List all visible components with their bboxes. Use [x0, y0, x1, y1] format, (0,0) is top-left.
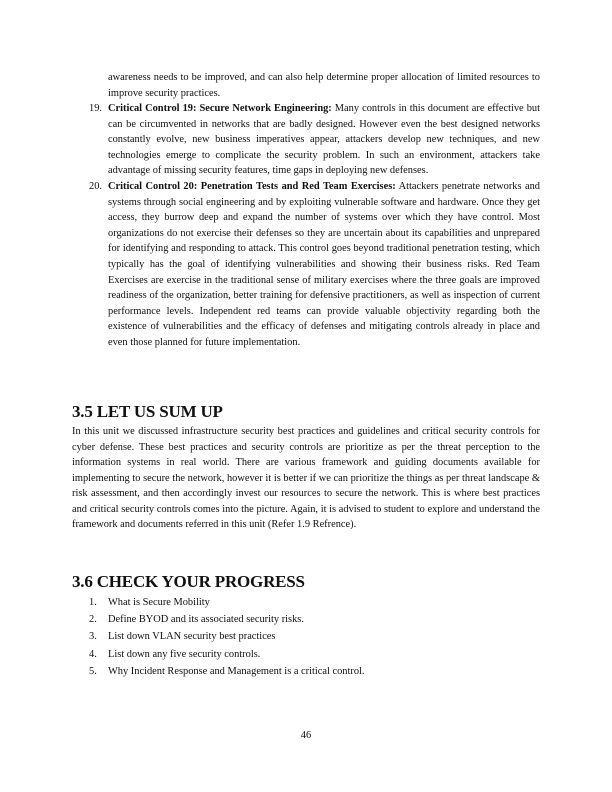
section-heading-check-progress: 3.6 CHECK YOUR PROGRESS	[72, 572, 305, 591]
list-item	[89, 101, 540, 179]
control-title: Critical Control 19: Secure Network Engineering:	[108, 103, 332, 114]
list-item	[72, 628, 540, 645]
item-number: 2.	[89, 614, 97, 626]
question-text: Define BYOD and its associated security risks.	[108, 614, 304, 626]
item-number: 3.	[89, 631, 97, 643]
control-text: Attackers penetrate networks and systems through social engineering and by exploiting vulnerable software and hardware. Once they get access, they burrow deep and expand the number of systems over which they have control. Most organizations do not exercise their defenses so they are uncertain about its capabilities and unprepared for identifying and responding to attack. This control goes beyond traditional penetration testing, which typically has the goal of identifying vulnerabilities and showing their business risks. Red Team Exercises are exercise in the traditional sense of military exercises where the three goals are improved readiness of the organization, better training for defensive practitioners, as well as inspection of current performance levels. Independent red teams can provide valuable objectivity regarding both the existence of vulnerabilities and the efficacy of defenses and mitigating controls already in place and even those planned for future implementation.	[108, 180, 540, 348]
question-text: What is Secure Mobility	[108, 597, 210, 608]
question-text: List down any five security controls.	[108, 648, 261, 660]
item-number: 4.	[89, 648, 97, 660]
page-number: 46	[300, 730, 312, 741]
control-title: Critical Control 20: Penetration Tests and Red Team Exercises:	[108, 180, 396, 192]
question-text: Why Incident Response and Management is a critical control.	[108, 665, 365, 677]
list-item	[72, 663, 540, 680]
progress-questions-list	[72, 594, 540, 680]
list-item	[72, 646, 540, 663]
question-text: List down VLAN security best practices	[108, 631, 276, 643]
list-item	[89, 179, 540, 351]
continuation-paragraph: awareness needs to be improved, and can also help determine proper allocation of limited resources to improve security practices.	[108, 72, 540, 99]
section-heading-sum-up: 3.5 LET US SUM UP	[72, 402, 223, 421]
sum-up-paragraph: In this unit we discussed infrastructure security best practices and guidelines and critical security controls for cyber defense. These best practices and security controls are prioritize as per the threat perception to the information systems in real world. There are various framework and guiding documents available for implementing to secure the network, however it is better if we can prioritize the things as per threat landscape & risk assessment, and then accordingly invest our resources to secure the network. This is where best practices and critical security controls comes into the picture. Again, it is advised to student to explore and understand the framework and documents referred in this unit (Refer 1.9 Refrence).	[72, 426, 540, 530]
list-item	[72, 594, 540, 611]
item-number: 5.	[89, 665, 97, 677]
item-number: 1.	[89, 597, 97, 608]
control-text: Many controls in this document are effective but can be circumvented in networks that are badly designed. However even the best designed networks constantly evolve, new business imperatives appear, attackers develop new techniques, and new technologies emerge to complicate the security problem. In such an environment, attackers take advantage of missing security features, time gaps in deploying new defenses.	[108, 103, 540, 177]
item-number: 20.	[89, 180, 102, 192]
critical-controls-list	[89, 101, 540, 351]
list-item	[72, 611, 540, 628]
item-number: 19.	[89, 103, 102, 114]
